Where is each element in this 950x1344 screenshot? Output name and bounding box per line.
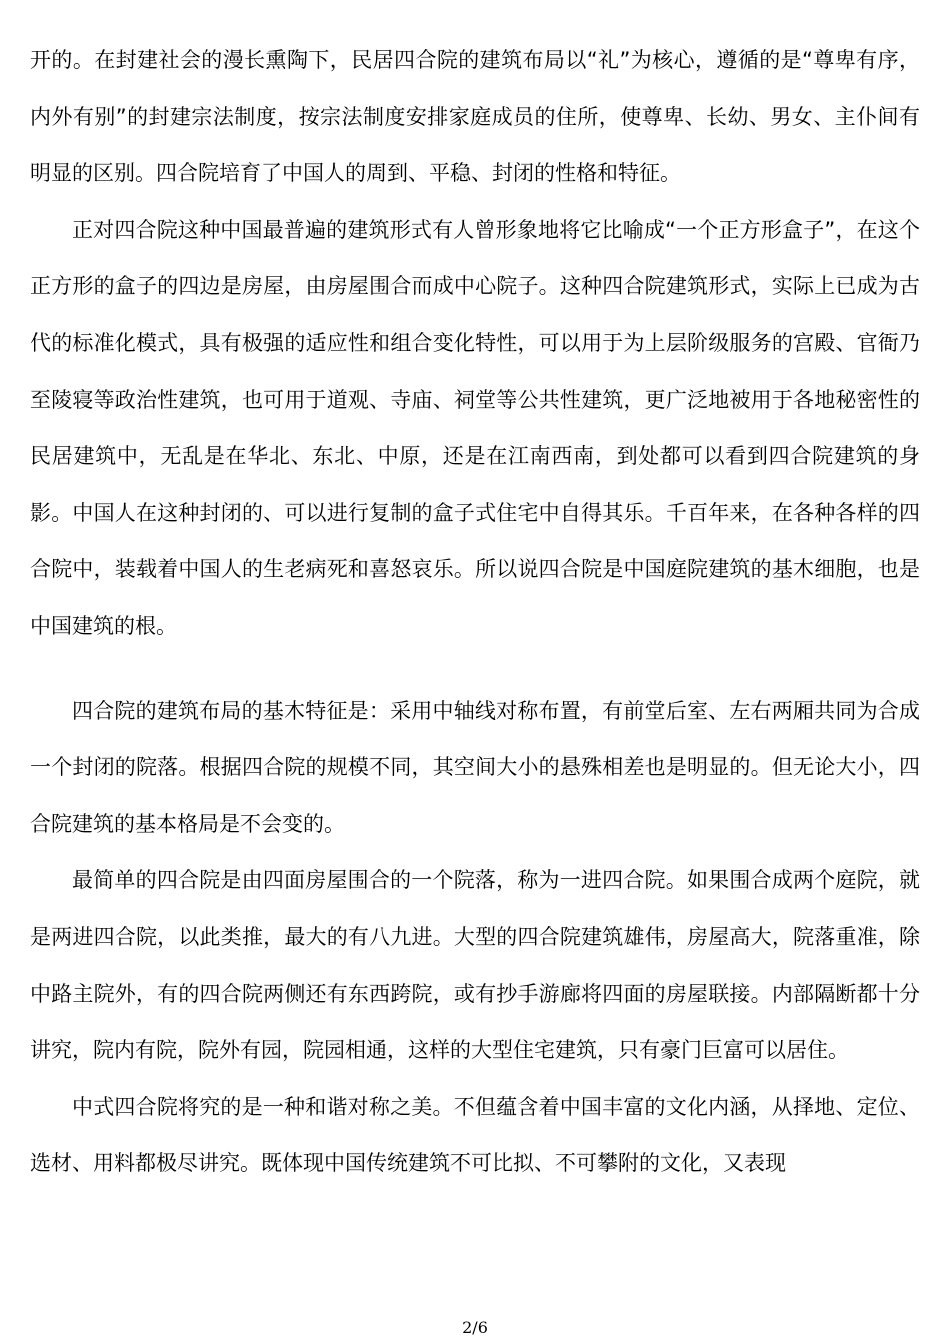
paragraph-square-box: 正对四合院这种中国最普遍的建筑形式有人曾形象地将它比喻成“一个正方形盒子”，在这个正方形的盒子的四边是房屋，由房屋围合而成中心院子。这种四合院建筑形式，实际上已成为古代的标准化模式，具有极强的适应性和组合变化特性，可以用于为上层阶级服务的宫殿、官衙乃至陵寝等政治性建筑，也可用于道观、寺庙、祠堂等公共性建筑，更广泛地被用于各地秘密性的民居建筑中，无乱是在华北、东北、中原，还是在江南西南，到处都可以看到四合院建筑的身影。中国人在这种封闭的、可以进行复制的盒子式住宅中自得其乐。千百年来，在各种各样的四合院中，装载着中国人的生老病死和喜怒哀乐。所以说四合院是中国庭院建筑的基木细胞，也是中国建筑的根。 [30, 217, 920, 638]
paragraph-harmony: 中式四合院将究的是一种和谐对称之美。不但蕴含着中国丰富的文化内涵，从择地、定位、选材、用料都极尽讲究。既体现中国传统建筑不可比拟、不可攀附的文化，又表现 [30, 1094, 920, 1176]
paragraph-layout-features: 四合院的建筑布局的基木特征是：采用中轴线对称布置，有前堂后室、左右两厢共同为合成一个封闭的院落。根据四合院的规模不同，其空间大小的悬殊相差也是明显的。但无论大小，四合院建筑的基本格局是不会变的。 [30, 698, 920, 836]
paragraph-continuation: 开的。在封建社会的漫长熏陶下，民居四合院的建筑布局以“礼”为核心，遵循的是“尊卑有序，内外有别”的封建宗法制度，按宗法制度安排家庭成员的住所，使尊卑、长幼、男女、主仆间有明显的区别。四合院培育了中国人的周到、平稳、封闭的性格和特征。 [30, 48, 920, 186]
document-body [30, 32, 920, 1192]
paragraph-courtyard-sizes: 最简单的四合院是由四面房屋围合的一个院落，称为一进四合院。如果围合成两个庭院，就是两进四合院，以此类推，最大的有八九进。大型的四合院建筑雄伟，房屋高大，院落重准，除中路主院外，有的四合院两侧还有东西跨院，或有抄手游廊将四面的房屋联接。内部隔断都十分讲究，院内有院，院外有园，院园相通，这样的大型住宅建筑，只有豪门巨富可以居住。 [30, 868, 920, 1063]
page-number: 2/6 [462, 1318, 488, 1337]
